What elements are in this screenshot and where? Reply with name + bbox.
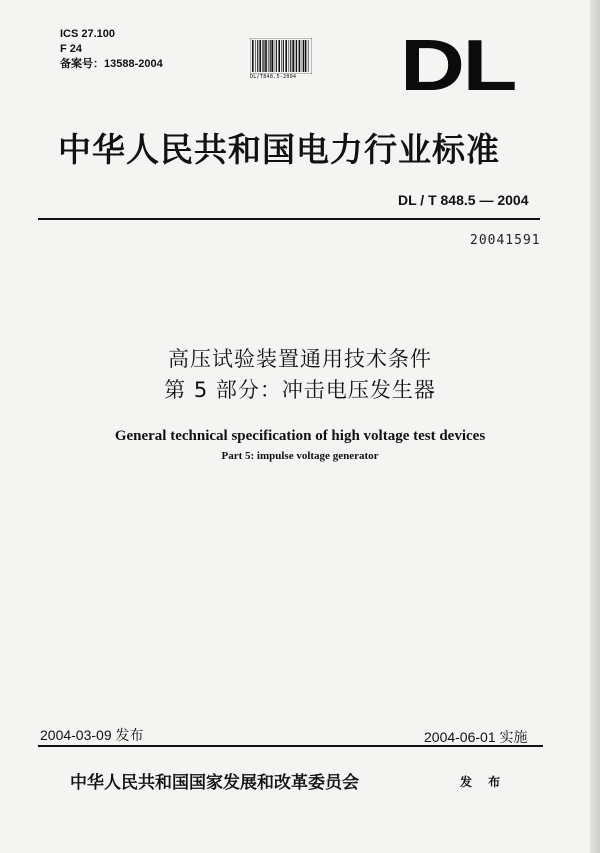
footer-divider (38, 745, 543, 747)
chinese-title-line-1: 高压试验装置通用技术条件 (168, 347, 432, 371)
filing-number-row (60, 57, 163, 72)
issue-date: 2004-03-09 发布 (40, 727, 144, 743)
barcode (250, 38, 312, 74)
category-code: F 24 (60, 43, 83, 55)
header-divider (38, 218, 540, 220)
effective-date: 2004-06-01 实施 (424, 729, 528, 745)
scan-edge (590, 0, 600, 853)
issuing-authority: 中华人民共和国国家发展和改革委员会 (70, 773, 359, 793)
standard-name: 中华人民共和国电力行业标准 (58, 130, 500, 169)
handwritten-number: 20041591 (470, 233, 541, 248)
ics-code: ICS 27.100 (60, 28, 116, 40)
classification-block (60, 27, 163, 72)
filing-number: 13588-2004 (104, 58, 163, 70)
chinese-title-line-2: 第 5 部分：冲击电压发生器 (164, 378, 436, 402)
publish-label: 发 布 (460, 775, 507, 789)
dl-logo: DL (400, 26, 515, 106)
standard-code: DL / T 848.5 — 2004 (398, 192, 529, 208)
english-title-line-1: General technical specification of high voltage test devices (114, 428, 486, 444)
barcode-caption: DL/T848.5-2004 (250, 74, 297, 80)
english-title-line-2: Part 5: impulse voltage generator (221, 450, 379, 462)
filing-label: 备案号： (60, 58, 104, 70)
